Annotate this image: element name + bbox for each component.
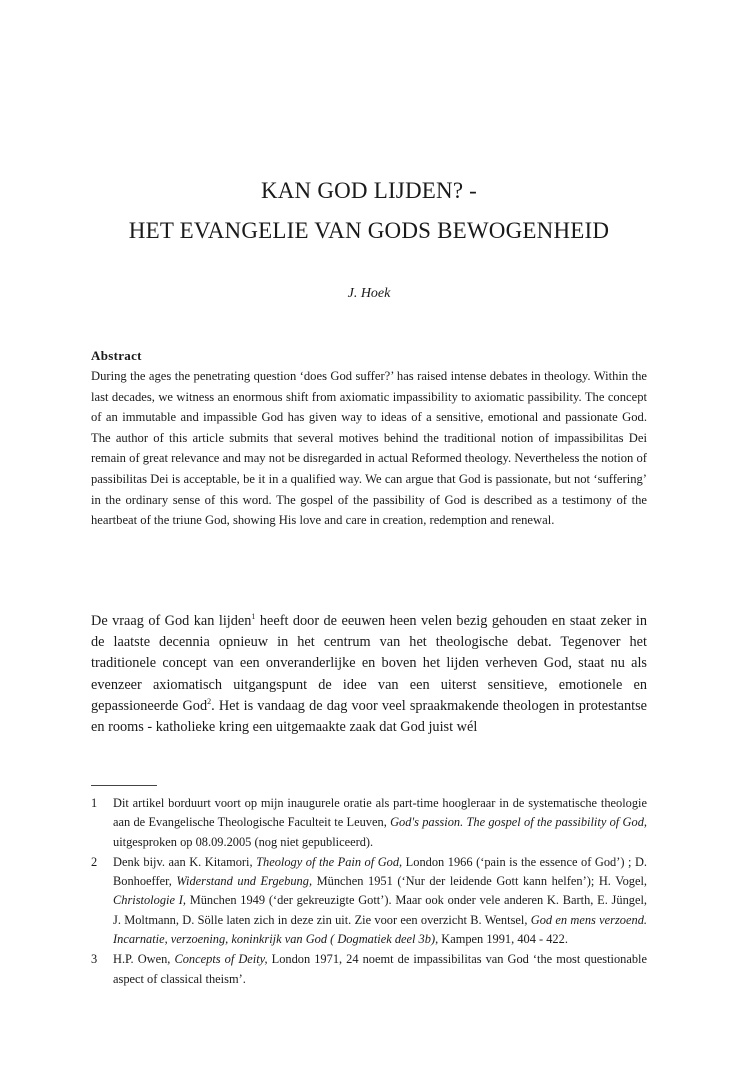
author-name: J. Hoek [347, 286, 391, 301]
body-paragraph [91, 611, 647, 738]
footnote-text-run: Denk bijv. aan K. Kitamori, [113, 854, 257, 869]
footnote-text [113, 853, 647, 949]
abstract-text: During the ages the penetrating question ‘does God suffer?’ has raised intense debates in theology. Within the last decades, we witness an enormous shift from axiomatic impassibility to axiomatic passibility. The concept of an immutable and impassible God has given way to ideas of a sensitive, emotional and passionate God. The author of this article submits that several motives behind the traditional notion of impassibilitas Dei remain of great relevance and may not be disregarded in actual Reformed theology. Nevertheless the notion of passibilitas Dei is acceptable, be it in a qualified way. We can argue that God is passionate, but not ‘suffering’ in the ordinary sense of this word. The gospel of the passibility of God is described as a testimony of the heartbeat of the triune God, showing His love and care in creation, redemption and renewal. [91, 369, 647, 528]
abstract-heading: Abstract [91, 348, 142, 363]
footnote-text-run: Dit artikel borduurt voort op mijn inaugurele oratie als part-time hoogleraar in de systematische theologie aan de Evangelische Theologische Faculteit te Leuven, [113, 796, 647, 830]
footnote-divider [91, 785, 157, 786]
footnotes [91, 794, 647, 990]
footnote-text [113, 794, 647, 852]
footnote-title-italic: God en mens verzoend. Incarnatie, verzoening, koninkrijk van God ( Dogmatiek deel 3b) [113, 912, 647, 947]
body-text-part-2: heeft door de eeuwen heen velen bezig gehouden en staat zeker in de laatste decennia opnieuw in het centrum van het theologische debat. Tegenover het traditionele concept van een onveranderlijke en boven het lijden verheven God, staat nu als evenzeer axiomatisch uitgangspunt de idee van een uiterst sensitieve, emotionele en gepassioneerde God [91, 613, 647, 714]
footnote-text [113, 950, 647, 989]
footnote-number: 2 [91, 854, 98, 869]
article-title-line-2: HET EVANGELIE VAN GODS BEWOGENHEID [128, 218, 610, 243]
footnote-text-run: H.P. Owen, [113, 952, 175, 967]
footnote-text-run: , Kampen 1991, 404 - 422. [435, 932, 568, 947]
footnote-title-italic: Widerstand und Ergebung, [176, 874, 313, 889]
article-title-line-1: KAN GOD LIJDEN? - [260, 178, 478, 203]
footnote-3 [91, 950, 647, 989]
footnote-title-italic: God's passion. The gospel of the passibility of God, [390, 815, 647, 830]
footnote-text-run: London 1971, 24 noemt de impassibilitas van God ‘the most questionable aspect of classical theism’. [113, 952, 648, 986]
footnote-title-italic: Christologie I, [113, 893, 186, 908]
footnote-2 [91, 853, 647, 949]
footnote-ref-2[interactable]: 2 [207, 697, 212, 707]
body-text-part-3: . Het is vandaag de dag voor veel spraakmakende theologen in protestantse en rooms - katholieke kring een uitgemaakte zaak dat God juist wél [91, 697, 647, 736]
footnote-1 [91, 794, 647, 852]
footnote-title-italic: Theology of the Pain of God, [256, 854, 403, 869]
abstract-section [91, 346, 647, 531]
footnote-text-run: uitgesproken op 08.09.2005 (nog niet gepubliceerd). [113, 834, 374, 849]
footnote-number: 3 [91, 952, 98, 967]
footnote-ref-1[interactable]: 1 [251, 612, 256, 622]
footnote-text-run: München 1949 (‘der gekreuzigte Gott’). Maar ook onder vele anderen K. Barth, E. Jüngel, J. Moltmann, D. Sölle laten zich in deze zin uit. Zie voor een overzicht B. Wentsel, [113, 893, 648, 927]
footnote-number: 1 [91, 796, 98, 810]
footnote-title-italic: Concepts of Deity, [174, 952, 268, 967]
footnote-text-run: München 1951 (‘Nur der leidende Gott kann helfen’); H. Vogel, [312, 874, 647, 889]
body-text-part-1: De vraag of God kan lijden [91, 613, 252, 629]
footnote-text-run: London 1966 (‘pain is the essence of God’) ; D. Bonhoeffer, [113, 854, 648, 889]
